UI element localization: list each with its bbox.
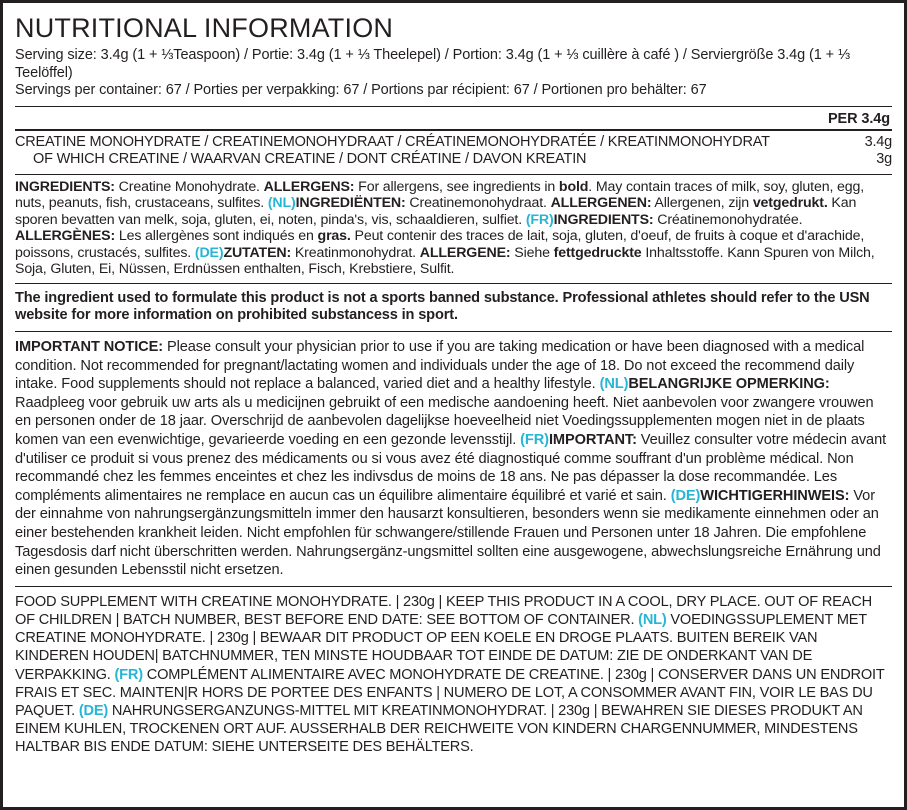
allergens-label-fr: ALLERGÈNES: [15, 228, 116, 245]
ingredients-label-de: ZUTATEN: [223, 244, 292, 261]
ingredients-text-fr-1: Créatinemonohydratée. [653, 211, 803, 228]
language-tag-fr: (FR) [520, 432, 549, 449]
ingredients-text-fr-3: Peut contenir des traces de lait, soja, gluten, d'oeuf, de fruits à coque et d'arachide, poissons, crustacés, sulfites. [15, 228, 865, 261]
language-tag-nl: (NL) [599, 376, 629, 393]
language-tag-fr: (FR) [525, 211, 554, 228]
footer-text-fr: COMPLÉMENT ALIMENTAIRE AVEC MONOHYDRATE DE CREATINE. | 230g | CONSERVER DANS UN ENDROIT FRAIS ET SEC. MAINTEN|R HORS DE PORTEE DES ENFANTS | NUMERO DE LOT, A CONSOMMER AVANT FIN, VOIR LE BAS DU PAQUET. [15, 666, 885, 719]
ingredients-text-de-3: Inhaltsstoffe. Kann Spuren von Milch, Soja, Gluten, Ei, Nüssen, Erdnüssen enthalten, Fisch, Krebstiere, Sulfit. [15, 244, 875, 278]
ingredients-bold-word-fr: gras. [317, 228, 351, 245]
nutrient-value: 3.4g [864, 133, 892, 150]
important-label-fr: IMPORTANT: [548, 432, 637, 449]
ingredients-bold-word-nl: vetgedrukt. [752, 195, 828, 212]
important-text-fr: Veuillez consulter votre médecin avant d'utiliser ce produit si vous prenez des médicaments ou si vous avez été diagnostiqué comme souffrant d'un problème médical. Non recommandé chez les femmes enceintes et chez les indivsdus de moins de 18 ans. Ne pas dépasser la dose recommandée. Les compléments alimentaires ne remplace en aucun cas un équilibre alimentaire équilibré et varié et sain. [15, 432, 887, 504]
ingredients-text-fr-2: Les allergènes sont indiqués en [115, 228, 318, 245]
nutrient-name: CREATINE MONOHYDRATE / CREATINEMONOHYDRAAT / CRÉATINEMONOHYDRATÉE / KREATINMONOHYDRAT [15, 133, 770, 150]
important-label-en: IMPORTANT NOTICE: [15, 339, 164, 356]
footer-text-en: FOOD SUPPLEMENT WITH CREATINE MONOHYDRATE. | 230g | KEEP THIS PRODUCT IN A COOL, DRY PLACE. OUT OF REACH OF CHILDREN | BATCH NUMBER, BEST BEFORE END DATE: SEE BOTTOM OF CONTAINER. [15, 593, 872, 628]
important-text-nl: Raadpleeg voor gebruik uw arts als u medicijnen gebruikt of een medische aandoening heeft. Niet aanbevolen voor zwangere vrouwen en personen onder de 18 jaar. Overschrijd de aanbevolen dagelijkse hoeveelheid niet Voedingssupplementen mogen niet in de plaats komen van een evenwichtige, gevarieerde voeding en een gezonde levensstijl. [15, 394, 874, 449]
page-title: NUTRITIONAL INFORMATION [15, 13, 394, 43]
nutrition-table [15, 134, 892, 168]
important-text-de: Vor der einnahme von nahrungsergänzungsmitteln immer den hausarzt konsultieren, besonders wenn sie medikamente einnehmen oder an einer bestehenden krankheit leiden. Nicht empfohlen für schwangere/stillende Frauen und Personen unter 18 Jahren. Die empfohlene Tagesdosis darf nicht überschritten werden. Nahrungsergänz-ungsmittel sollten eine ausgewogene, abwechslungsreiche Ernährung und einen gesunden Lebensstil nicht ersetzen. [15, 487, 881, 579]
ingredients-paragraph [15, 175, 892, 284]
ingredients-text-nl-2: Allergenen, zijn [651, 195, 753, 212]
allergens-label-en: ALLERGENS: [263, 178, 355, 195]
language-tag-de: (DE) [78, 703, 109, 719]
language-tag-nl: (NL) [267, 195, 296, 212]
ingredients-label-fr: INGREDIENTS: [553, 211, 654, 228]
ingredients-text-nl-1: Creatinemonohydraat. [405, 195, 551, 212]
ingredients-text-de-2: Siehe [510, 244, 554, 261]
nutrient-name: OF WHICH CREATINE / WAARVAN CREATINE / DONT CRÉATINE / DAVON KREATIN [33, 150, 587, 167]
ingredients-label-nl: INGREDIËNTEN: [295, 195, 406, 212]
ingredients-bold-word-en: bold [558, 178, 589, 195]
ingredients-bold-word-de: fettgedruckte [553, 244, 642, 261]
language-tag-nl: (NL) [638, 611, 667, 628]
footer-paragraph [15, 587, 892, 757]
table-row [15, 151, 892, 168]
important-text-en: Please consult your physician prior to use if you are taking medication or have been diagnosed with a medical condition. Not recommended for pregnant/lactating women and individuals under the age of 18. Do not exceed the recommend daily intake. Food supplements should not replace a balanced, varied diet and a healthy lifestyle. [15, 339, 865, 393]
table-row [15, 134, 892, 151]
nutrition-column-header-row [15, 107, 892, 129]
ingredients-label-en: INGREDIENTS: [15, 178, 115, 195]
important-label-nl: BELANGRIJKE OPMERKING: [628, 376, 830, 393]
ingredients-text-en-3: . May contain traces of milk, soy, gluten, egg, nuts, peanuts, fish, crustaceans, sulfites. [15, 178, 865, 212]
important-notice-paragraph [15, 332, 892, 586]
language-tag-fr: (FR) [114, 666, 143, 683]
ingredients-text-de-1: Kreatinmonohydrat. [291, 244, 420, 261]
ingredients-text-en-2: For allergens, see ingredients in [354, 178, 559, 195]
language-tag-de: (DE) [194, 244, 224, 261]
nutrient-value: 3g [876, 150, 892, 167]
ingredients-text-en-1: Creatine Monohydrate. [114, 178, 264, 195]
serving-size-line: Serving size: 3.4g (1 + ⅓Teaspoon) / Portie: 3.4g (1 + ⅓ Theelepel) / Portion: 3.4g (1 + ⅓ cuillère à café ) / Serviergröße 3.4g (1 + ⅓ Teelöffel) [15, 47, 850, 81]
ingredients-text-nl-3: Kan sporen bevatten van melk, soja, gluten, ei, noten, pinda's, vis, schaaldieren, sulfiet. [15, 195, 857, 228]
per-serving-header: PER 3.4g [827, 110, 890, 127]
allergens-label-de: ALLERGENE: [419, 244, 511, 261]
important-label-de: WICHTIGERHINWEIS: [700, 487, 850, 504]
footer-text-nl: VOEDINGSSUPLEMENT MET CREATINE MONOHYDRATE. | 230g | BEWAAR DIT PRODUCT OP EEN KOELE EN DROGE PLAATS. BUITEN BEREIK VAN KINDEREN HOUDEN| BATCHNUMMER, TEN MINSTE HOUDBAAR TOT EINDE DE DATUM: ZIE DE ONDERKANT VAN DE VERPAKKING. [15, 611, 867, 683]
allergens-label-nl: ALLERGENEN: [550, 195, 652, 212]
servings-per-container-line: Servings per container: 67 / Porties per verpakking: 67 / Portions par récipient: 67 / Portionen pro behälter: 67 [15, 82, 707, 98]
banned-substance-notice: The ingredient used to formulate this product is not a sports banned substance. Professional athletes should refer to the USN website for more information on prohibited substancess in sport. [15, 290, 870, 324]
language-tag-de: (DE) [670, 487, 701, 504]
footer-text-de: NAHRUNGSERGANZUNGS-MITTEL MIT KREATINMONOHYDRAT. | 230g | BEWAHREN SIE DIESES PRODUKT AN EINEM KUHLEN, TROCKENEN ORT AUF. AUSSERHALB DER REICHWEITE VON KINDERN CHARGENNUMMER, MINDESTENS HALTBAR BIS ENDE DATUM: SIEHE UNTERSEITE DES BEHÄLTERS. [15, 703, 863, 756]
